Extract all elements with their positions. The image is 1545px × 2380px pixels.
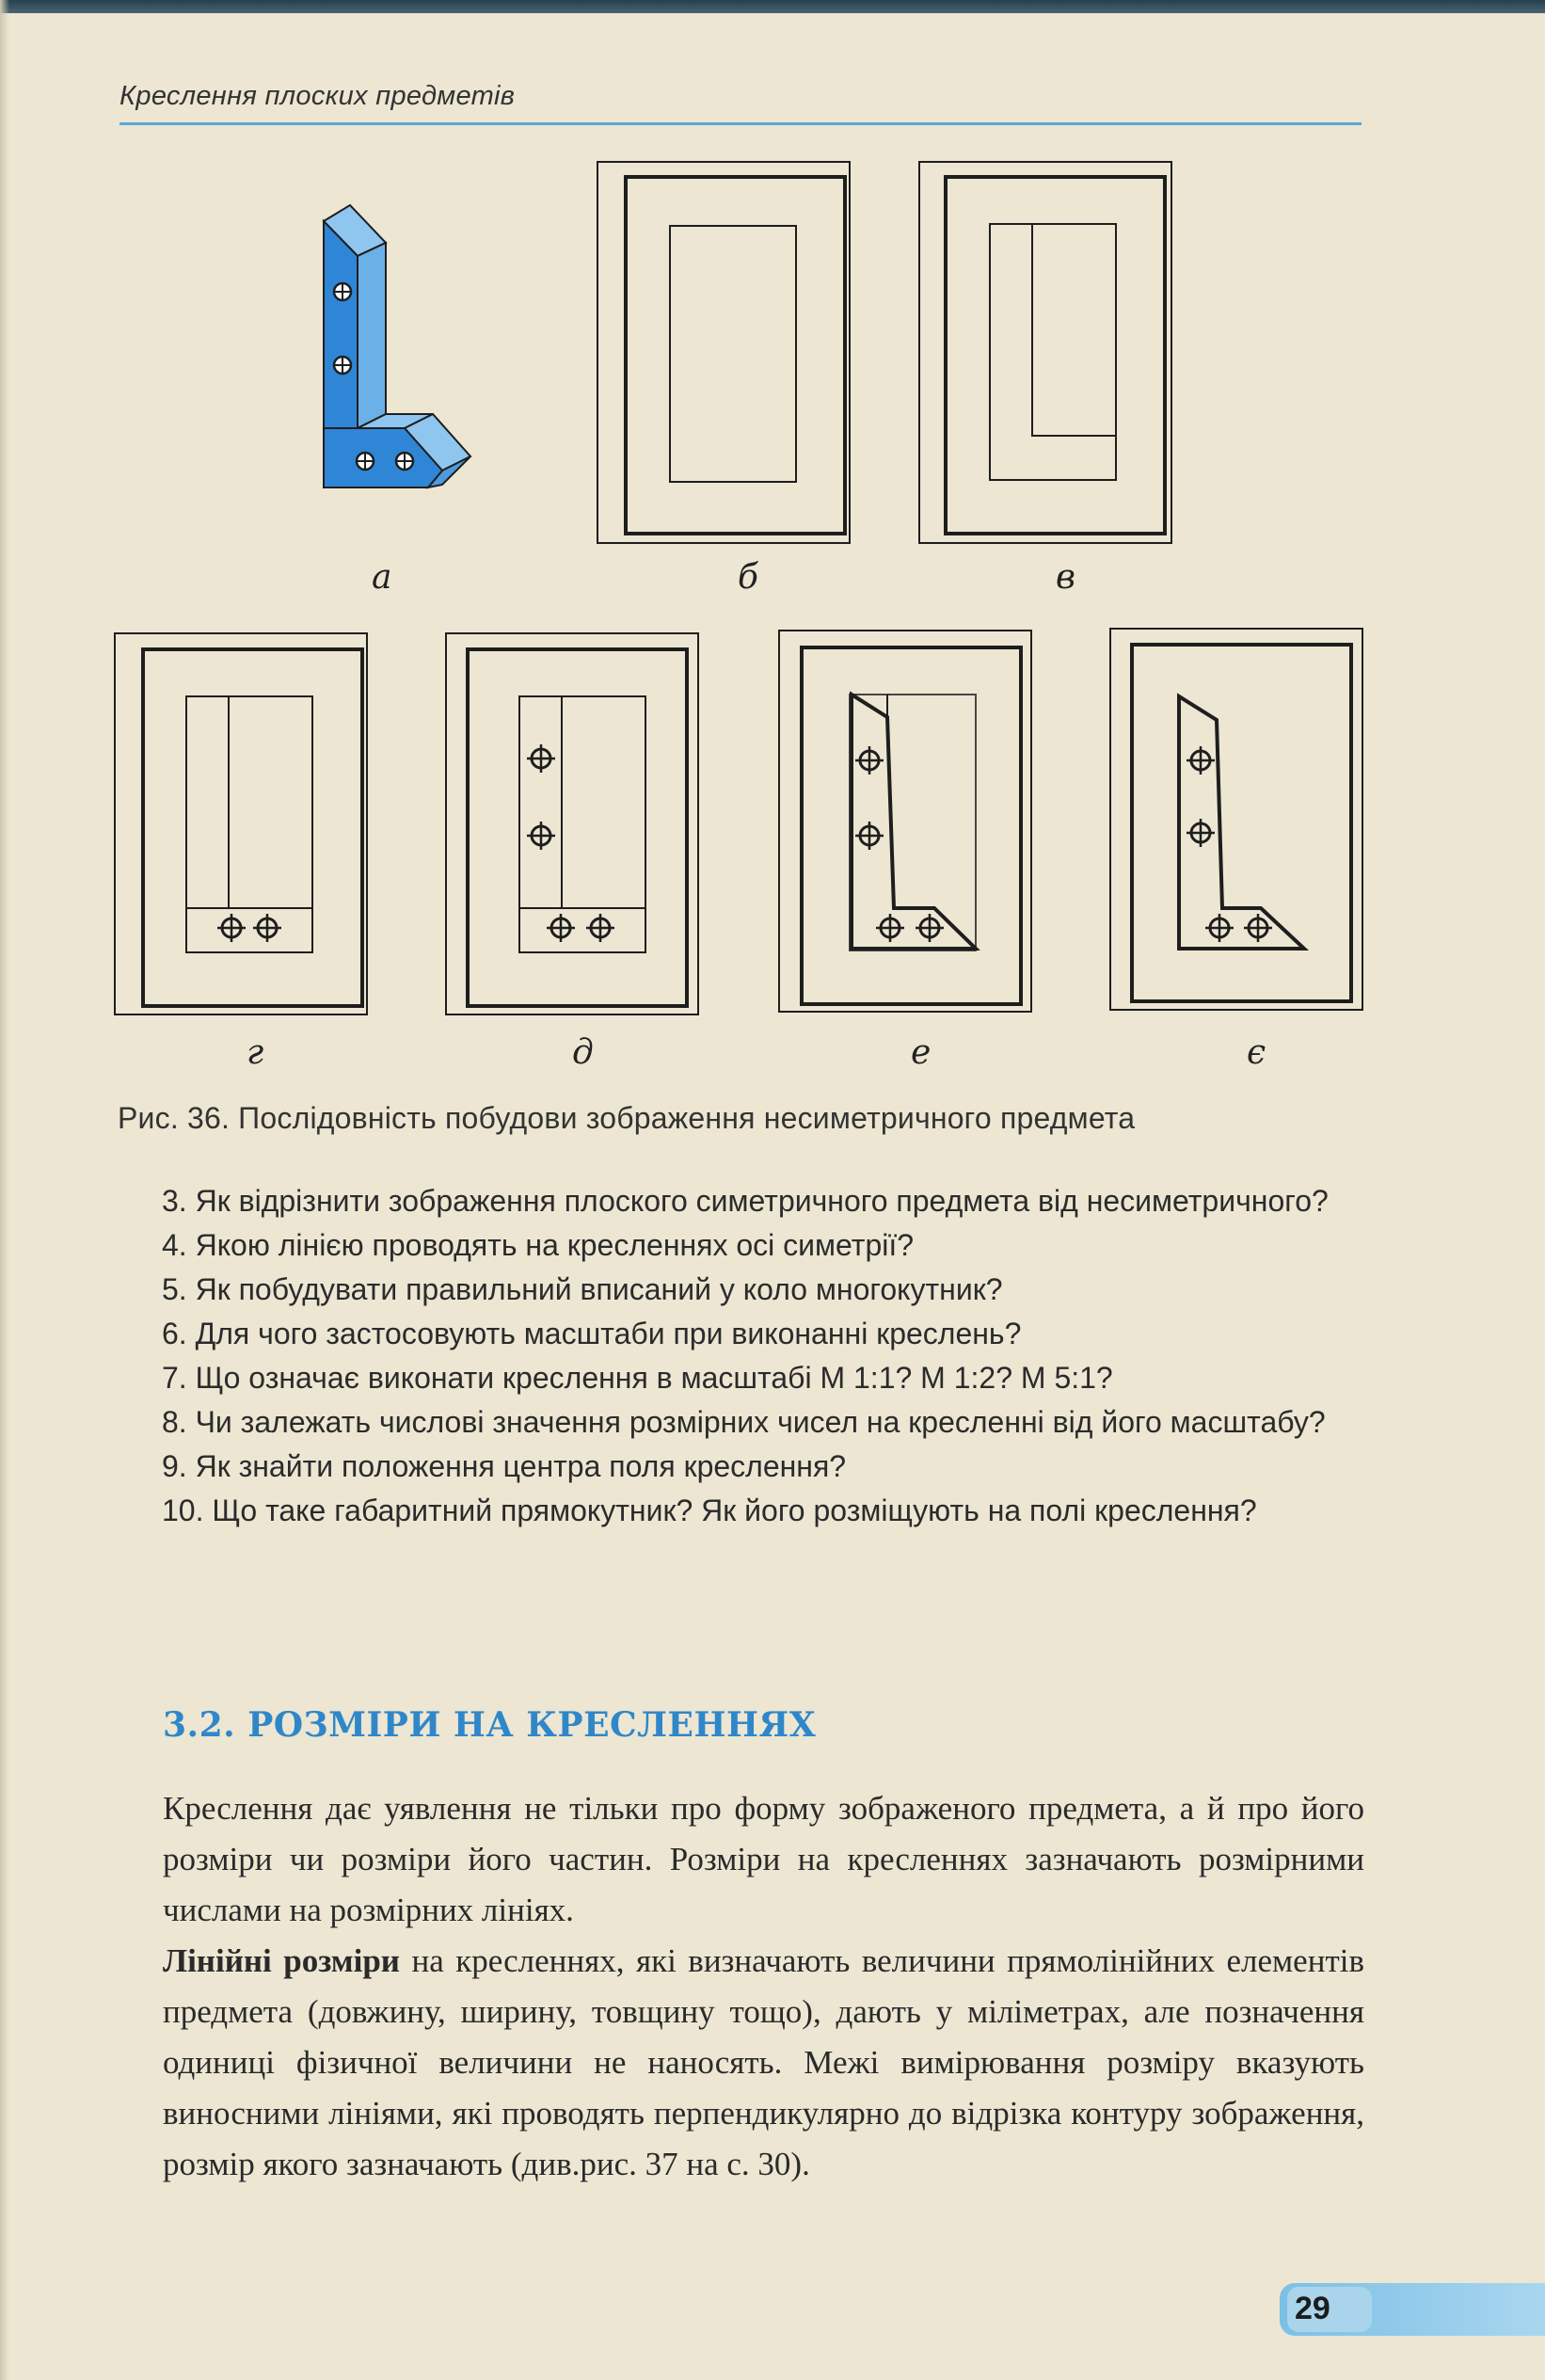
body-paragraph-2-text: на кресленнях, які визначають величини прямолінійних елементів предмета (довжину, ширину, товщину тощо), дають у міліметрах, але позначення одиниці фізичної величини не наносять. Межі вимірювання розміру вказують виносними лініями, які проводять перпендикулярно до відрізка контуру зображення, розмір якого зазначають (див.рис. 37 на с. 30). bbox=[163, 1942, 1364, 2182]
running-header-title: Креслення плоских предметів bbox=[119, 81, 516, 111]
question-item: 10. Що таке габаритний прямокутник? Як його розміщують на полі креслення? bbox=[162, 1493, 1257, 1527]
panel-label-g: г bbox=[247, 1033, 264, 1072]
figure-36 bbox=[0, 0, 1545, 1092]
panel-g-drawing bbox=[115, 633, 367, 1014]
section-heading: 3.2. РОЗМІРИ НА КРЕСЛЕННЯХ bbox=[163, 1705, 817, 1745]
panel-label-e: е bbox=[911, 1033, 932, 1072]
panel-ye-drawing bbox=[1110, 629, 1362, 1010]
review-questions bbox=[162, 1179, 1376, 1533]
figure-caption: Рис. 36. Послідовність побудови зображення несиметричного предмета bbox=[118, 1101, 1136, 1135]
panel-label-v: в bbox=[1056, 558, 1075, 597]
panel-b-drawing bbox=[597, 162, 850, 543]
question-item: 4. Якою лінією проводять на кресленнях осі симетрії? bbox=[162, 1228, 915, 1262]
panel-a-part bbox=[324, 205, 470, 487]
question-item: 3. Як відрізнити зображення плоского симетричного предмета від несиметричного? bbox=[162, 1184, 1329, 1218]
panel-label-a: а bbox=[372, 558, 392, 597]
panel-v-drawing bbox=[919, 162, 1171, 543]
panel-label-b: б bbox=[738, 558, 758, 597]
body-paragraph-2 bbox=[163, 1936, 1364, 2190]
question-item: 7. Що означає виконати креслення в масштабі М 1:1? М 1:2? М 5:1? bbox=[162, 1361, 1113, 1395]
page-number: 29 bbox=[1295, 2291, 1330, 2326]
question-item: 8. Чи залежать числові значення розмірних чисел на кресленні від його масштабу? bbox=[162, 1405, 1326, 1439]
question-item: 6. Для чого застосовують масштаби при виконанні креслень? bbox=[162, 1317, 1022, 1350]
question-item: 5. Як побудувати правильний вписаний у коло многокутник? bbox=[162, 1272, 1003, 1306]
body-paragraph-1: Креслення дає уявлення не тільки про форму зображеного предмета, а й про його розміри чи розміри його частин. Розміри на кресленнях зазначають розмірними числами на розмірних лініях. bbox=[163, 1790, 1364, 1928]
panel-e-drawing bbox=[779, 631, 1031, 1012]
term-linear-dimensions: Лінійні розміри bbox=[163, 1942, 400, 1979]
question-item: 9. Як знайти положення центра поля креслення? bbox=[162, 1449, 847, 1483]
panel-d-drawing bbox=[446, 633, 698, 1014]
section-body bbox=[163, 1783, 1364, 2190]
page-number-tab bbox=[1280, 2283, 1545, 2336]
panel-label-d: д bbox=[572, 1033, 594, 1072]
panel-label-ye: є bbox=[1247, 1033, 1266, 1072]
